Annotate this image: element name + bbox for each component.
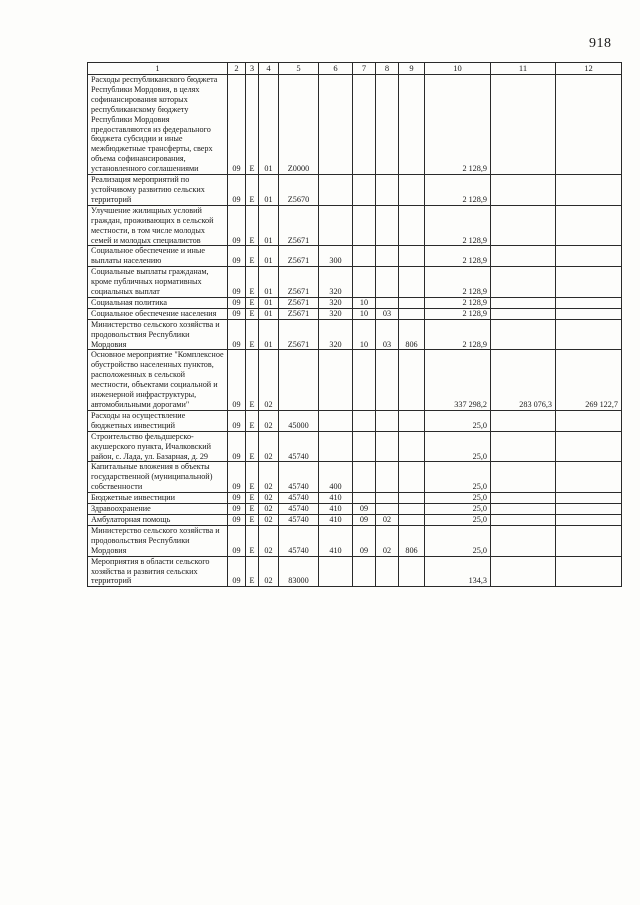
col-5-code: Z5671	[279, 267, 319, 298]
col-8-code	[376, 297, 399, 308]
amount-col-11: 283 076,3	[491, 350, 556, 410]
col-7-code	[353, 431, 376, 462]
col-9-code: 806	[399, 525, 425, 556]
amount-col-10: 2 128,9	[425, 75, 491, 175]
amount-col-11	[491, 514, 556, 525]
table-row	[88, 297, 622, 308]
col-6-code: 320	[319, 308, 353, 319]
col-9-code: 806	[399, 319, 425, 350]
col-2-code: 09	[228, 205, 246, 246]
amount-col-11	[491, 297, 556, 308]
col-7-code	[353, 462, 376, 493]
col-5-code: Z5670	[279, 175, 319, 206]
col-5-code: Z0000	[279, 75, 319, 175]
col-8-code	[376, 205, 399, 246]
col-4-code: 01	[259, 267, 279, 298]
col-7-code	[353, 493, 376, 504]
col-3-code: Е	[246, 297, 259, 308]
col-3-code: Е	[246, 431, 259, 462]
col-5-code: Z5671	[279, 246, 319, 267]
amount-col-12	[556, 493, 622, 504]
row-name: Министерство сельского хозяйства и продовольствия Республики Мордовия	[88, 525, 228, 556]
row-name: Расходы на осуществление бюджетных инвестиций	[88, 410, 228, 431]
col-7-code: 10	[353, 297, 376, 308]
col-6-code: 320	[319, 297, 353, 308]
col-5-code: 45740	[279, 514, 319, 525]
col-9-code	[399, 431, 425, 462]
header-cell: 3	[246, 63, 259, 75]
table-row	[88, 462, 622, 493]
row-name: Улучшение жилищных условий граждан, проживающих в сельской местности, в том числе молодых семей и молодых специалистов	[88, 205, 228, 246]
col-5-code: 45000	[279, 410, 319, 431]
col-6-code	[319, 75, 353, 175]
col-5-code: Z5671	[279, 308, 319, 319]
table-row	[88, 319, 622, 350]
amount-col-10: 2 128,9	[425, 308, 491, 319]
col-8-code: 02	[376, 514, 399, 525]
col-3-code: Е	[246, 267, 259, 298]
col-2-code: 09	[228, 493, 246, 504]
col-7-code	[353, 246, 376, 267]
table-row	[88, 514, 622, 525]
col-6-code	[319, 556, 353, 587]
table-row	[88, 350, 622, 410]
amount-col-12	[556, 462, 622, 493]
col-7-code: 10	[353, 308, 376, 319]
amount-col-10: 2 128,9	[425, 319, 491, 350]
col-2-code: 09	[228, 431, 246, 462]
col-3-code: Е	[246, 319, 259, 350]
amount-col-10: 25,0	[425, 462, 491, 493]
col-3-code: Е	[246, 175, 259, 206]
header-row	[88, 63, 622, 75]
col-9-code	[399, 504, 425, 515]
col-2-code: 09	[228, 297, 246, 308]
amount-col-12	[556, 514, 622, 525]
col-8-code	[376, 246, 399, 267]
col-2-code: 09	[228, 514, 246, 525]
row-name: Социальное обеспечение населения	[88, 308, 228, 319]
row-name: Социальное обеспечение и иные выплаты населению	[88, 246, 228, 267]
col-7-code: 09	[353, 525, 376, 556]
col-5-code	[279, 350, 319, 410]
col-4-code: 01	[259, 297, 279, 308]
col-2-code: 09	[228, 75, 246, 175]
col-2-code: 09	[228, 350, 246, 410]
amount-col-10: 25,0	[425, 514, 491, 525]
col-9-code	[399, 175, 425, 206]
amount-col-10: 25,0	[425, 504, 491, 515]
col-2-code: 09	[228, 308, 246, 319]
col-4-code: 01	[259, 75, 279, 175]
amount-col-10: 25,0	[425, 431, 491, 462]
col-4-code: 02	[259, 410, 279, 431]
col-6-code	[319, 350, 353, 410]
col-8-code: 02	[376, 525, 399, 556]
header-cell: 12	[556, 63, 622, 75]
header-cell: 9	[399, 63, 425, 75]
col-4-code: 01	[259, 319, 279, 350]
col-6-code: 410	[319, 514, 353, 525]
col-9-code	[399, 246, 425, 267]
col-5-code: Z5671	[279, 205, 319, 246]
amount-col-10: 2 128,9	[425, 297, 491, 308]
amount-col-12	[556, 556, 622, 587]
col-9-code	[399, 462, 425, 493]
amount-col-11	[491, 175, 556, 206]
table-row	[88, 175, 622, 206]
table-row	[88, 75, 622, 175]
amount-col-10: 25,0	[425, 525, 491, 556]
amount-col-11	[491, 431, 556, 462]
col-7-code	[353, 350, 376, 410]
col-4-code: 01	[259, 175, 279, 206]
header-cell: 6	[319, 63, 353, 75]
table-row	[88, 205, 622, 246]
amount-col-11	[491, 556, 556, 587]
row-name: Социальная политика	[88, 297, 228, 308]
col-7-code	[353, 556, 376, 587]
col-4-code: 02	[259, 504, 279, 515]
col-4-code: 02	[259, 462, 279, 493]
header-cell: 4	[259, 63, 279, 75]
amount-col-11	[491, 205, 556, 246]
col-9-code	[399, 297, 425, 308]
budget-table	[87, 62, 622, 587]
col-8-code	[376, 175, 399, 206]
table-row	[88, 410, 622, 431]
row-name: Здравоохранение	[88, 504, 228, 515]
col-3-code: Е	[246, 75, 259, 175]
col-8-code	[376, 410, 399, 431]
col-7-code	[353, 175, 376, 206]
col-9-code	[399, 410, 425, 431]
col-6-code: 320	[319, 319, 353, 350]
col-6-code: 410	[319, 525, 353, 556]
table-row	[88, 504, 622, 515]
col-7-code: 10	[353, 319, 376, 350]
col-9-code	[399, 308, 425, 319]
col-6-code: 410	[319, 493, 353, 504]
col-4-code: 01	[259, 205, 279, 246]
col-3-code: Е	[246, 504, 259, 515]
col-4-code: 01	[259, 308, 279, 319]
col-9-code	[399, 493, 425, 504]
table-row	[88, 556, 622, 587]
col-8-code	[376, 75, 399, 175]
col-5-code: Z5671	[279, 297, 319, 308]
col-3-code: Е	[246, 350, 259, 410]
row-name: Бюджетные инвестиции	[88, 493, 228, 504]
col-9-code	[399, 267, 425, 298]
col-4-code: 02	[259, 493, 279, 504]
col-5-code: 45740	[279, 504, 319, 515]
col-6-code	[319, 175, 353, 206]
col-8-code	[376, 267, 399, 298]
col-4-code: 02	[259, 514, 279, 525]
col-5-code: 83000	[279, 556, 319, 587]
table-row	[88, 246, 622, 267]
amount-col-10: 134,3	[425, 556, 491, 587]
amount-col-10: 2 128,9	[425, 205, 491, 246]
col-2-code: 09	[228, 319, 246, 350]
col-2-code: 09	[228, 175, 246, 206]
header-cell: 2	[228, 63, 246, 75]
amount-col-12	[556, 431, 622, 462]
col-4-code: 01	[259, 246, 279, 267]
table-row	[88, 431, 622, 462]
header-cell: 7	[353, 63, 376, 75]
col-2-code: 09	[228, 504, 246, 515]
col-2-code: 09	[228, 246, 246, 267]
col-7-code: 09	[353, 514, 376, 525]
col-7-code	[353, 267, 376, 298]
col-8-code: 03	[376, 308, 399, 319]
amount-col-11	[491, 308, 556, 319]
col-7-code	[353, 205, 376, 246]
amount-col-12	[556, 175, 622, 206]
col-5-code: 45740	[279, 431, 319, 462]
col-2-code: 09	[228, 410, 246, 431]
col-6-code	[319, 410, 353, 431]
col-3-code: Е	[246, 493, 259, 504]
amount-col-10: 337 298,2	[425, 350, 491, 410]
amount-col-11	[491, 75, 556, 175]
col-4-code: 02	[259, 350, 279, 410]
header-cell: 1	[88, 63, 228, 75]
amount-col-10: 2 128,9	[425, 246, 491, 267]
col-3-code: Е	[246, 205, 259, 246]
amount-col-12	[556, 410, 622, 431]
col-5-code: 45740	[279, 493, 319, 504]
amount-col-12	[556, 297, 622, 308]
col-8-code	[376, 462, 399, 493]
header-cell: 8	[376, 63, 399, 75]
col-2-code: 09	[228, 525, 246, 556]
col-3-code: Е	[246, 410, 259, 431]
amount-col-12	[556, 246, 622, 267]
row-name: Основное мероприятие "Комплексное обустройство населенных пунктов, расположенных в сельской местности, объектами социальной и инженерной инфраструктуры, автомобильными дорогами"	[88, 350, 228, 410]
header-cell: 10	[425, 63, 491, 75]
col-8-code	[376, 556, 399, 587]
amount-col-11	[491, 493, 556, 504]
row-name: Амбулаторная помощь	[88, 514, 228, 525]
col-6-code: 300	[319, 246, 353, 267]
col-2-code: 09	[228, 556, 246, 587]
amount-col-12	[556, 267, 622, 298]
amount-col-10: 2 128,9	[425, 267, 491, 298]
col-4-code: 02	[259, 556, 279, 587]
amount-col-12	[556, 308, 622, 319]
row-name: Реализация мероприятий по устойчивому развитию сельских территорий	[88, 175, 228, 206]
col-6-code: 400	[319, 462, 353, 493]
amount-col-10: 25,0	[425, 493, 491, 504]
col-2-code: 09	[228, 462, 246, 493]
amount-col-12	[556, 319, 622, 350]
col-4-code: 02	[259, 525, 279, 556]
col-8-code	[376, 350, 399, 410]
col-5-code: Z5671	[279, 319, 319, 350]
amount-col-11	[491, 504, 556, 515]
amount-col-11	[491, 267, 556, 298]
header-cell: 5	[279, 63, 319, 75]
col-4-code: 02	[259, 431, 279, 462]
col-6-code	[319, 431, 353, 462]
amount-col-11	[491, 246, 556, 267]
row-name: Министерство сельского хозяйства и продовольствия Республики Мордовия	[88, 319, 228, 350]
header-cell: 11	[491, 63, 556, 75]
amount-col-11	[491, 462, 556, 493]
table-body	[88, 75, 622, 587]
col-6-code: 410	[319, 504, 353, 515]
col-9-code	[399, 205, 425, 246]
amount-col-12	[556, 205, 622, 246]
col-3-code: Е	[246, 308, 259, 319]
amount-col-11	[491, 319, 556, 350]
table-row	[88, 308, 622, 319]
col-5-code: 45740	[279, 525, 319, 556]
amount-col-12	[556, 504, 622, 515]
col-8-code	[376, 431, 399, 462]
row-name: Расходы республиканского бюджета Республики Мордовия, в целях софинансирования которых республиканскому бюджету Республики Мордовия предоставляются из федерального бюджета субсидии и иные межбюджетные трансферты, сверх объема софинансирования, установленного соглашениями	[88, 75, 228, 175]
amount-col-12	[556, 75, 622, 175]
col-9-code	[399, 75, 425, 175]
table-row	[88, 493, 622, 504]
col-7-code	[353, 75, 376, 175]
col-6-code: 320	[319, 267, 353, 298]
col-7-code: 09	[353, 504, 376, 515]
amount-col-12	[556, 525, 622, 556]
row-name: Строительство фельдшерско-акушерского пункта, Ичалковский район, с. Лада, ул. Базарная, д. 29	[88, 431, 228, 462]
col-9-code	[399, 556, 425, 587]
amount-col-11	[491, 525, 556, 556]
table-row	[88, 525, 622, 556]
col-6-code	[319, 205, 353, 246]
col-3-code: Е	[246, 556, 259, 587]
row-name: Капитальные вложения в объекты государственной (муниципальной) собственности	[88, 462, 228, 493]
col-3-code: Е	[246, 525, 259, 556]
col-3-code: Е	[246, 514, 259, 525]
col-3-code: Е	[246, 246, 259, 267]
col-7-code	[353, 410, 376, 431]
col-2-code: 09	[228, 267, 246, 298]
amount-col-12: 269 122,7	[556, 350, 622, 410]
table-row	[88, 267, 622, 298]
col-8-code: 03	[376, 319, 399, 350]
page-number: 918	[589, 36, 612, 51]
row-name: Социальные выплаты гражданам, кроме публичных нормативных социальных выплат	[88, 267, 228, 298]
col-5-code: 45740	[279, 462, 319, 493]
col-8-code	[376, 504, 399, 515]
col-9-code	[399, 514, 425, 525]
amount-col-10: 25,0	[425, 410, 491, 431]
col-9-code	[399, 350, 425, 410]
col-8-code	[376, 493, 399, 504]
amount-col-11	[491, 410, 556, 431]
row-name: Мероприятия в области сельского хозяйства и развития сельских территорий	[88, 556, 228, 587]
amount-col-10: 2 128,9	[425, 175, 491, 206]
col-3-code: Е	[246, 462, 259, 493]
